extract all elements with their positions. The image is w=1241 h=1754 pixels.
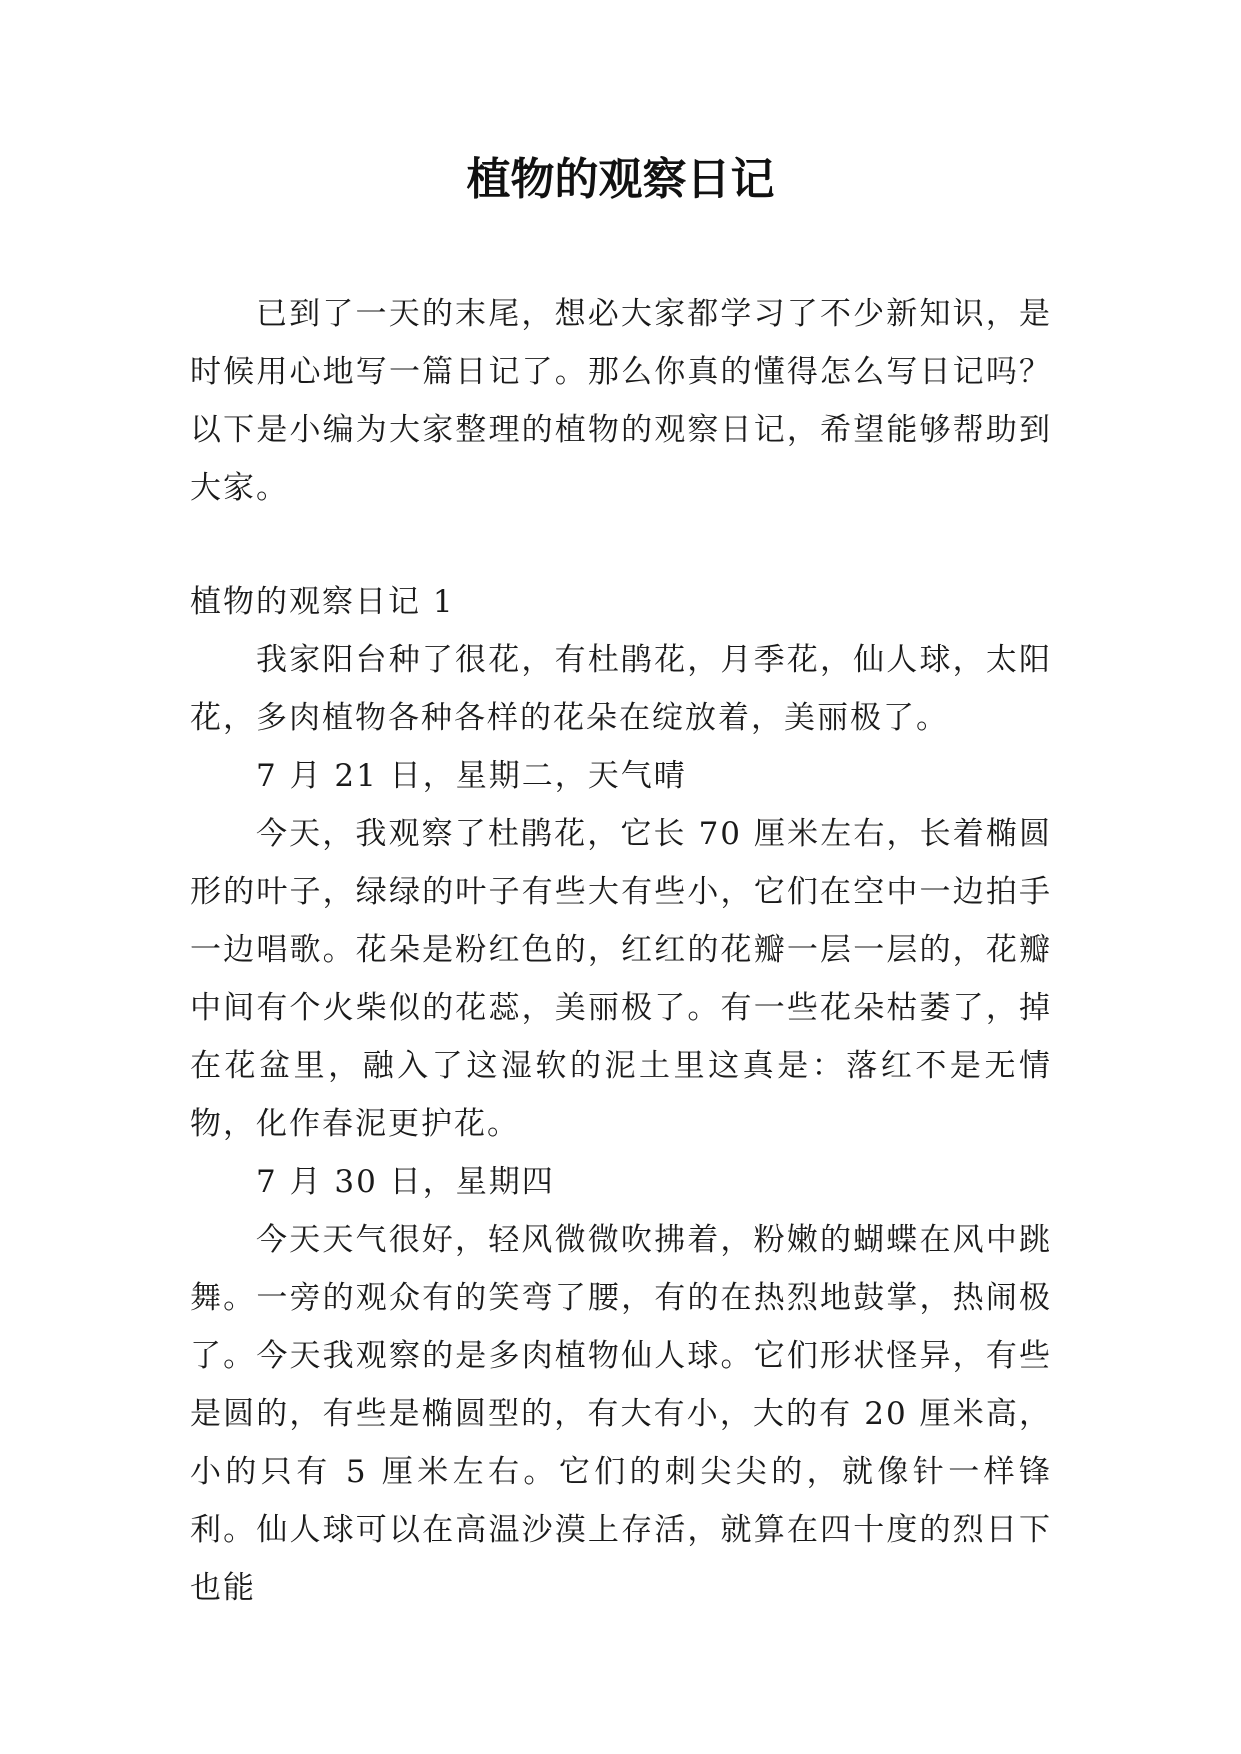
- diary-date-line: 7 月 30 日，星期四: [256, 1164, 555, 1200]
- page-title: 植物的观察日记: [466, 154, 775, 205]
- section-heading: 植物的观察日记 1: [190, 584, 455, 620]
- intro-paragraph: 已到了一天的末尾，想必大家都学习了不少新知识，是时候用心地写一篇日记了。那么你真的懂得怎么写日记吗？以下是小编为大家整理的植物的观察日记，希望能够帮助到大家。: [190, 296, 1052, 506]
- body-paragraph: 今天，我观察了杜鹃花，它长 70 厘米左右，长着椭圆形的叶子，绿绿的叶子有些大有些小，它们在空中一边拍手一边唱歌。花朵是粉红色的，红红的花瓣一层一层的，花瓣中间有个火柴似的花蕊，美丽极了。有一些花朵枯萎了，掉在花盆里，融入了这湿软的泥土里这真是：落红不是无情物，化作春泥更护花。: [190, 816, 1052, 1142]
- diary-date-line: 7 月 21 日，星期二，天气晴: [256, 758, 687, 794]
- body-paragraph: 我家阳台种了很花，有杜鹃花，月季花，仙人球，太阳花，多肉植物各种各样的花朵在绽放着，美丽极了。: [190, 642, 1052, 736]
- document-body: [190, 285, 1052, 1617]
- body-paragraph: 今天天气很好，轻风微微吹拂着，粉嫩的蝴蝶在风中跳舞。一旁的观众有的笑弯了腰，有的在热烈地鼓掌，热闹极了。今天我观察的是多肉植物仙人球。它们形状怪异，有些是圆的，有些是椭圆型的，有大有小，大的有 20 厘米高，小的只有 5 厘米左右。它们的刺尖尖的，就像针一样锋利。仙人球可以在高温沙漠上存活，就算在四十度的烈日下也能: [190, 1222, 1052, 1606]
